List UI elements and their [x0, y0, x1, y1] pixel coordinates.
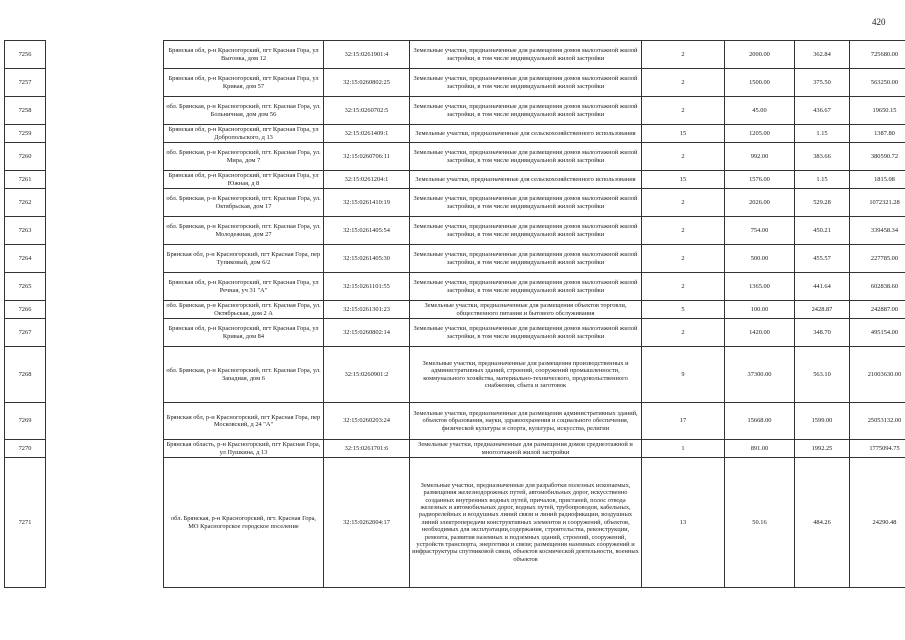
- land-use-cell: Земельные участки, предназначенные для разработки полезных ископаемых, размещения железнодорожных путей, автомобильных дорог, искусственно созданных внутренних водных путей, причалов, пристаней, полос отвода железных и автомобильных дорог, водных путей, трубопроводов, кабельных, радиорелейных и воздушных линий связи и линий радиофикации, воздушных линий электропередачи конструктивных элементов и сооружений, объектов, необходимых для эксплуатации,содержания, строительства, реконструкции, ремонта, развития наземных и подземных зданий, строений, сооружений, устройств транспорта, энергетики и связи; размещения наземных сооружений и инфраструктуры спутниковой связи, объектов космической деятельности, военных объектов: [410, 458, 642, 588]
- table-row: [5, 347, 905, 403]
- cadastral-number-cell: 32:15:0261405:30: [324, 245, 410, 273]
- cadastral-value-cell: 380590.72: [850, 143, 905, 171]
- table-row: [5, 97, 905, 125]
- cadastral-value-cell: 1815.08: [850, 171, 905, 189]
- address-cell: Брянская область, р-н Красногорский, пгт Красная Гора, ул Пушкина, д 13: [164, 440, 324, 458]
- cadastral-value-cell: 495154.00: [850, 319, 905, 347]
- cadastral-value-cell: 19650.15: [850, 97, 905, 125]
- area-cell: 1500.00: [725, 69, 795, 97]
- table-row: [5, 125, 905, 143]
- land-use-group-cell: 15: [642, 125, 725, 143]
- land-use-group-cell: 17: [642, 403, 725, 440]
- area-cell: 891.00: [725, 440, 795, 458]
- row-number: 7269: [5, 403, 46, 440]
- area-cell: 45.00: [725, 97, 795, 125]
- table-row: [5, 143, 905, 171]
- land-use-cell: Земельные участки, предназначенные для размещения домов малоэтажной жилой застройки, в том числе индивидуальной жилой застройки: [410, 69, 642, 97]
- table-row: [5, 217, 905, 245]
- specific-value-cell: 1992.25: [795, 440, 850, 458]
- specific-value-cell: 1.15: [795, 125, 850, 143]
- table-row: [5, 171, 905, 189]
- blank-cell: [46, 189, 164, 217]
- address-cell: обл. Брянская, р-н Красногорский, пгт. Красная Гора, ул. Октябрьская, дом 17: [164, 189, 324, 217]
- blank-cell: [46, 97, 164, 125]
- cadastral-number-cell: 32:15:0261301:23: [324, 301, 410, 319]
- row-number: 7265: [5, 273, 46, 301]
- cadastral-number-cell: 32:15:0261410:19: [324, 189, 410, 217]
- cadastral-number-cell: 32:15:0260802:25: [324, 69, 410, 97]
- area-cell: 754.00: [725, 217, 795, 245]
- table-row: [5, 41, 905, 69]
- row-number: 7257: [5, 69, 46, 97]
- specific-value-cell: 484.26: [795, 458, 850, 588]
- specific-value-cell: 348.70: [795, 319, 850, 347]
- cadastral-number-cell: 32:15:0262004:17: [324, 458, 410, 588]
- area-cell: 500.00: [725, 245, 795, 273]
- area-cell: 1420.00: [725, 319, 795, 347]
- cadastral-number-cell: 32:15:0261204:1: [324, 171, 410, 189]
- address-cell: обл. Брянская, р-н Красногорский, пгт. Красная Гора, ул. Октябрьская, дом 2 А: [164, 301, 324, 319]
- blank-cell: [46, 458, 164, 588]
- cadastral-value-cell: 24290.48: [850, 458, 905, 588]
- cadastral-value-cell: 1775094.75: [850, 440, 905, 458]
- row-number: 7256: [5, 41, 46, 69]
- table-row: [5, 301, 905, 319]
- land-use-group-cell: 2: [642, 319, 725, 347]
- table-row: [5, 458, 905, 588]
- cadastral-number-cell: 32:15:0260802:14: [324, 319, 410, 347]
- specific-value-cell: 362.84: [795, 41, 850, 69]
- specific-value-cell: 383.66: [795, 143, 850, 171]
- address-cell: Брянская обл, р-н Красногорский, пгт Красная Гора, ул Добропольского, д 13: [164, 125, 324, 143]
- land-use-cell: Земельные участки, предназначенные для размещения домов малоэтажной жилой застройки, в том числе индивидуальной жилой застройки: [410, 189, 642, 217]
- cadastral-value-cell: 602838.60: [850, 273, 905, 301]
- land-use-group-cell: 2: [642, 97, 725, 125]
- cadastral-number-cell: 32:15:0260901:2: [324, 347, 410, 403]
- land-use-cell: Земельные участки, предназначенные для размещения домов малоэтажной жилой застройки, в том числе индивидуальной жилой застройки: [410, 273, 642, 301]
- land-use-group-cell: 2: [642, 245, 725, 273]
- land-use-cell: Земельные участки, предназначенные для сельскохозяйственного использования: [410, 125, 642, 143]
- area-cell: 1205.00: [725, 125, 795, 143]
- row-number: 7259: [5, 125, 46, 143]
- blank-cell: [46, 273, 164, 301]
- row-number: 7260: [5, 143, 46, 171]
- row-number: 7267: [5, 319, 46, 347]
- specific-value-cell: 436.67: [795, 97, 850, 125]
- address-cell: обл. Брянская, р-н Красногорский, пгт. Красная Гора, ул. Молодежная, дом 27: [164, 217, 324, 245]
- blank-cell: [46, 319, 164, 347]
- table-row: [5, 403, 905, 440]
- row-number: 7264: [5, 245, 46, 273]
- specific-value-cell: 529.28: [795, 189, 850, 217]
- cadastral-number-cell: 32:15:0261701:6: [324, 440, 410, 458]
- table-row: [5, 69, 905, 97]
- blank-cell: [46, 301, 164, 319]
- blank-cell: [46, 41, 164, 69]
- cadastral-number-cell: 32:15:0261101:55: [324, 273, 410, 301]
- table-row: [5, 273, 905, 301]
- blank-cell: [46, 69, 164, 97]
- table-row: [5, 245, 905, 273]
- area-cell: 992.00: [725, 143, 795, 171]
- area-cell: 1576.00: [725, 171, 795, 189]
- table-row: [5, 189, 905, 217]
- area-cell: 100.00: [725, 301, 795, 319]
- land-use-cell: Земельные участки, предназначенные для размещения производственных и административных зданий, строений, сооружений промышленности, коммунального хозяйства, материально-технического, продовольственного снабжения, сбыта и заготовок: [410, 347, 642, 403]
- row-number: 7261: [5, 171, 46, 189]
- cadastral-value-cell: 25053132.00: [850, 403, 905, 440]
- land-use-cell: Земельные участки, предназначенные для размещения домов малоэтажной жилой застройки, в том числе индивидуальной жилой застройки: [410, 97, 642, 125]
- cadastral-value-cell: 563250.00: [850, 69, 905, 97]
- specific-value-cell: 1.15: [795, 171, 850, 189]
- address-cell: Брянская обл, р-н Красногорский, пгт Красная Гора, ул Выгонка, дом 12: [164, 41, 324, 69]
- address-cell: обл. Брянская, р-н Красногорский, пгт. Красная Гора, ул. Больничная, дом дом 56: [164, 97, 324, 125]
- specific-value-cell: 1599.00: [795, 403, 850, 440]
- blank-cell: [46, 245, 164, 273]
- specific-value-cell: 441.64: [795, 273, 850, 301]
- cadastral-number-cell: 32:15:0261409:1: [324, 125, 410, 143]
- land-use-cell: Земельные участки, предназначенные для размещения домов малоэтажной жилой застройки, в том числе индивидуальной жилой застройки: [410, 143, 642, 171]
- land-use-cell: Земельные участки, предназначенные для размещения домов малоэтажной жилой застройки, в том числе индивидуальной жилой застройки: [410, 319, 642, 347]
- land-use-group-cell: 2: [642, 69, 725, 97]
- land-use-group-cell: 2: [642, 143, 725, 171]
- cadastral-number-cell: 32:15:0261405:54: [324, 217, 410, 245]
- address-cell: обл. Брянская, р-н Красногорский, пгт. Красная Гора, МО Красногорское городское поселение: [164, 458, 324, 588]
- land-use-group-cell: 13: [642, 458, 725, 588]
- area-cell: 15668.00: [725, 403, 795, 440]
- cadastral-value-cell: 1072321.28: [850, 189, 905, 217]
- row-number: 7271: [5, 458, 46, 588]
- cadastral-value-cell: 725680.00: [850, 41, 905, 69]
- area-cell: 50.16: [725, 458, 795, 588]
- land-use-cell: Земельные участки, предназначенные для сельскохозяйственного использования: [410, 171, 642, 189]
- blank-cell: [46, 217, 164, 245]
- cadastral-number-cell: 32:15:0261901:4: [324, 41, 410, 69]
- land-use-cell: Земельные участки, предназначенные для размещения домов малоэтажной жилой застройки, в том числе индивидуальной жилой застройки: [410, 245, 642, 273]
- row-number: 7266: [5, 301, 46, 319]
- address-cell: Брянская обл, р-н Красногорский, пгт Красная Гора, пер Московский, д 24 "А": [164, 403, 324, 440]
- table-row: [5, 440, 905, 458]
- address-cell: Брянская обл, р-н Красногорский, пгт Красная Гора, ул Кривая, дом 57: [164, 69, 324, 97]
- cadastral-number-cell: 32:15:0260706:11: [324, 143, 410, 171]
- address-cell: Брянская обл, р-н Красногорский, пгт Красная Гора, ул Кривая, дом 84: [164, 319, 324, 347]
- land-use-group-cell: 9: [642, 347, 725, 403]
- land-use-group-cell: 1: [642, 440, 725, 458]
- address-cell: Брянская обл, р-н Красногорский, пгт Красная Гора, пер Тупиковый, дом 6/2: [164, 245, 324, 273]
- cadastral-value-cell: 227785.00: [850, 245, 905, 273]
- blank-cell: [46, 171, 164, 189]
- blank-cell: [46, 143, 164, 171]
- blank-cell: [46, 440, 164, 458]
- cadastral-value-cell: 339458.34: [850, 217, 905, 245]
- row-number: 7270: [5, 440, 46, 458]
- specific-value-cell: 375.50: [795, 69, 850, 97]
- row-number: 7268: [5, 347, 46, 403]
- area-cell: 2026.00: [725, 189, 795, 217]
- area-cell: 37300.00: [725, 347, 795, 403]
- land-use-group-cell: 2: [642, 41, 725, 69]
- address-cell: обл. Брянская, р-н Красногорский, пгт. Красная Гора, ул. Мира, дом 7: [164, 143, 324, 171]
- land-use-group-cell: 2: [642, 189, 725, 217]
- blank-cell: [46, 347, 164, 403]
- cadastral-value-cell: 1387.80: [850, 125, 905, 143]
- address-cell: Брянская обл, р-н Красногорский, пгт Красная Гора, ул Речная, уч 31 "А": [164, 273, 324, 301]
- land-use-group-cell: 15: [642, 171, 725, 189]
- cadastral-value-cell: 242887.00: [850, 301, 905, 319]
- specific-value-cell: 455.57: [795, 245, 850, 273]
- area-cell: 1365.00: [725, 273, 795, 301]
- land-use-group-cell: 5: [642, 301, 725, 319]
- cadastral-value-cell: 21003630.00: [850, 347, 905, 403]
- specific-value-cell: 563.10: [795, 347, 850, 403]
- address-cell: Брянская обл, р-н Красногорский, пгт Красная Гора, ул Южная, д 8: [164, 171, 324, 189]
- row-number: 7263: [5, 217, 46, 245]
- page-number: 420: [872, 17, 886, 27]
- row-number: 7262: [5, 189, 46, 217]
- specific-value-cell: 450.21: [795, 217, 850, 245]
- area-cell: 2000.00: [725, 41, 795, 69]
- address-cell: обл. Брянская, р-н Красногорский, пгт. Красная Гора, ул. Западная, дом 6: [164, 347, 324, 403]
- land-registry-table: [4, 40, 905, 588]
- land-use-group-cell: 2: [642, 217, 725, 245]
- land-use-cell: Земельные участки, предназначенные для размещения административных зданий, объектов образования, науки, здравоохранения и социального обеспечения, физической культуры и спорта, культуры, искусства, религии: [410, 403, 642, 440]
- land-use-cell: Земельные участки, предназначенные для размещения домов среднеэтажной и многоэтажной жилой застройки: [410, 440, 642, 458]
- cadastral-number-cell: 32:15:0260203:24: [324, 403, 410, 440]
- blank-cell: [46, 403, 164, 440]
- row-number: 7258: [5, 97, 46, 125]
- land-use-cell: Земельные участки, предназначенные для размещения объектов торговли, общественного питания и бытового обслуживания: [410, 301, 642, 319]
- table-row: [5, 319, 905, 347]
- land-use-cell: Земельные участки, предназначенные для размещения домов малоэтажной жилой застройки, в том числе индивидуальной жилой застройки: [410, 217, 642, 245]
- land-use-cell: Земельные участки, предназначенные для размещения домов малоэтажной жилой застройки, в том числе индивидуальной жилой застройки: [410, 41, 642, 69]
- cadastral-number-cell: 32:15:0260702:5: [324, 97, 410, 125]
- land-use-group-cell: 2: [642, 273, 725, 301]
- specific-value-cell: 2428.87: [795, 301, 850, 319]
- blank-cell: [46, 125, 164, 143]
